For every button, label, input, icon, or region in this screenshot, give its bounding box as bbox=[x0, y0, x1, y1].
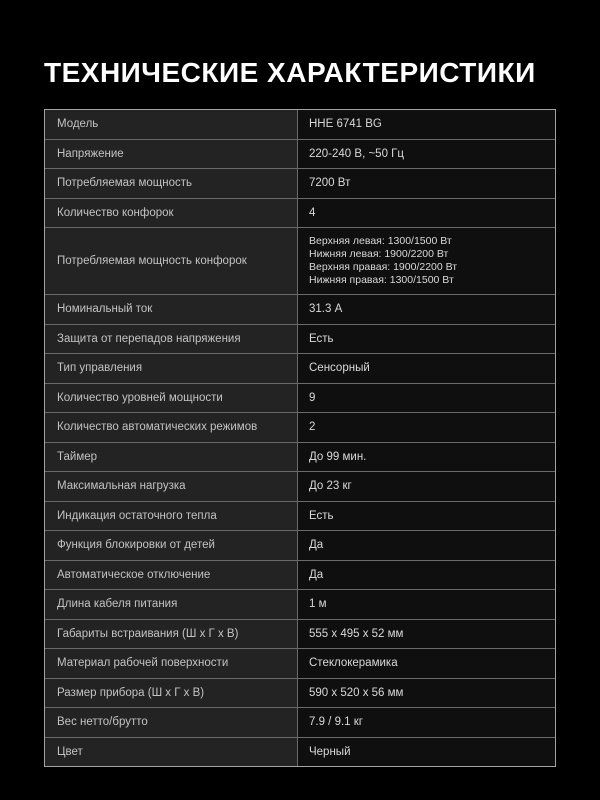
spec-value-line: Верхняя левая: 1300/1500 Вт bbox=[309, 235, 452, 247]
spec-label: Количество автоматических режимов bbox=[45, 413, 298, 442]
spec-value-line: Нижняя левая: 1900/2200 Вт bbox=[309, 248, 449, 260]
spec-row bbox=[45, 169, 555, 199]
spec-label: Функция блокировки от детей bbox=[45, 531, 298, 560]
spec-table bbox=[44, 109, 556, 767]
spec-value: 9 bbox=[298, 384, 555, 413]
spec-label: Максимальная нагрузка bbox=[45, 472, 298, 501]
spec-label: Цвет bbox=[45, 738, 298, 767]
spec-row bbox=[45, 140, 555, 170]
page-title: ТЕХНИЧЕСКИЕ ХАРАКТЕРИСТИКИ bbox=[44, 57, 536, 88]
spec-value-line: Верхняя правая: 1900/2200 Вт bbox=[309, 261, 458, 273]
spec-label: Количество конфорок bbox=[45, 199, 298, 228]
spec-value: 220-240 В, ~50 Гц bbox=[298, 140, 555, 169]
spec-value: Да bbox=[298, 561, 555, 590]
spec-row bbox=[45, 295, 555, 325]
spec-value: Есть bbox=[298, 325, 555, 354]
spec-row bbox=[45, 708, 555, 738]
spec-row bbox=[45, 110, 555, 140]
spec-row bbox=[45, 228, 555, 295]
spec-label: Номинальный ток bbox=[45, 295, 298, 324]
spec-label: Размер прибора (Ш х Г х В) bbox=[45, 679, 298, 708]
spec-value: 31.3 А bbox=[298, 295, 555, 324]
spec-label: Длина кабеля питания bbox=[45, 590, 298, 619]
spec-row bbox=[45, 413, 555, 443]
spec-label: Защита от перепадов напряжения bbox=[45, 325, 298, 354]
spec-value: HHE 6741 BG bbox=[298, 110, 555, 139]
spec-value: Стеклокерамика bbox=[298, 649, 555, 678]
spec-row bbox=[45, 738, 555, 767]
spec-value: 590 x 520 x 56 мм bbox=[298, 679, 555, 708]
spec-row bbox=[45, 649, 555, 679]
spec-value: Сенсорный bbox=[298, 354, 555, 383]
spec-value: Да bbox=[298, 531, 555, 560]
spec-row bbox=[45, 502, 555, 532]
spec-row bbox=[45, 472, 555, 502]
spec-value: 2 bbox=[298, 413, 555, 442]
spec-row bbox=[45, 354, 555, 384]
spec-label: Потребляемая мощность bbox=[45, 169, 298, 198]
spec-row bbox=[45, 199, 555, 229]
spec-row bbox=[45, 443, 555, 473]
spec-value-line: Нижняя правая: 1300/1500 Вт bbox=[309, 274, 454, 286]
spec-value: 555 x 495 x 52 мм bbox=[298, 620, 555, 649]
spec-row bbox=[45, 325, 555, 355]
spec-row bbox=[45, 590, 555, 620]
spec-row bbox=[45, 620, 555, 650]
spec-label: Материал рабочей поверхности bbox=[45, 649, 298, 678]
spec-value: 4 bbox=[298, 199, 555, 228]
spec-label: Вес нетто/брутто bbox=[45, 708, 298, 737]
spec-label: Индикация остаточного тепла bbox=[45, 502, 298, 531]
spec-value: До 23 кг bbox=[298, 472, 555, 501]
spec-label: Тип управления bbox=[45, 354, 298, 383]
spec-label: Потребляемая мощность конфорок bbox=[45, 228, 298, 294]
spec-label: Напряжение bbox=[45, 140, 298, 169]
spec-row bbox=[45, 561, 555, 591]
spec-value bbox=[298, 228, 555, 294]
spec-value: Черный bbox=[298, 738, 555, 767]
spec-value: 7200 Вт bbox=[298, 169, 555, 198]
spec-label: Количество уровней мощности bbox=[45, 384, 298, 413]
spec-label: Модель bbox=[45, 110, 298, 139]
spec-value: Есть bbox=[298, 502, 555, 531]
spec-value: 7.9 / 9.1 кг bbox=[298, 708, 555, 737]
spec-row bbox=[45, 384, 555, 414]
spec-row bbox=[45, 679, 555, 709]
spec-row bbox=[45, 531, 555, 561]
spec-value: 1 м bbox=[298, 590, 555, 619]
spec-label: Габариты встраивания (Ш х Г х В) bbox=[45, 620, 298, 649]
spec-value: До 99 мин. bbox=[298, 443, 555, 472]
spec-label: Автоматическое отключение bbox=[45, 561, 298, 590]
spec-label: Таймер bbox=[45, 443, 298, 472]
